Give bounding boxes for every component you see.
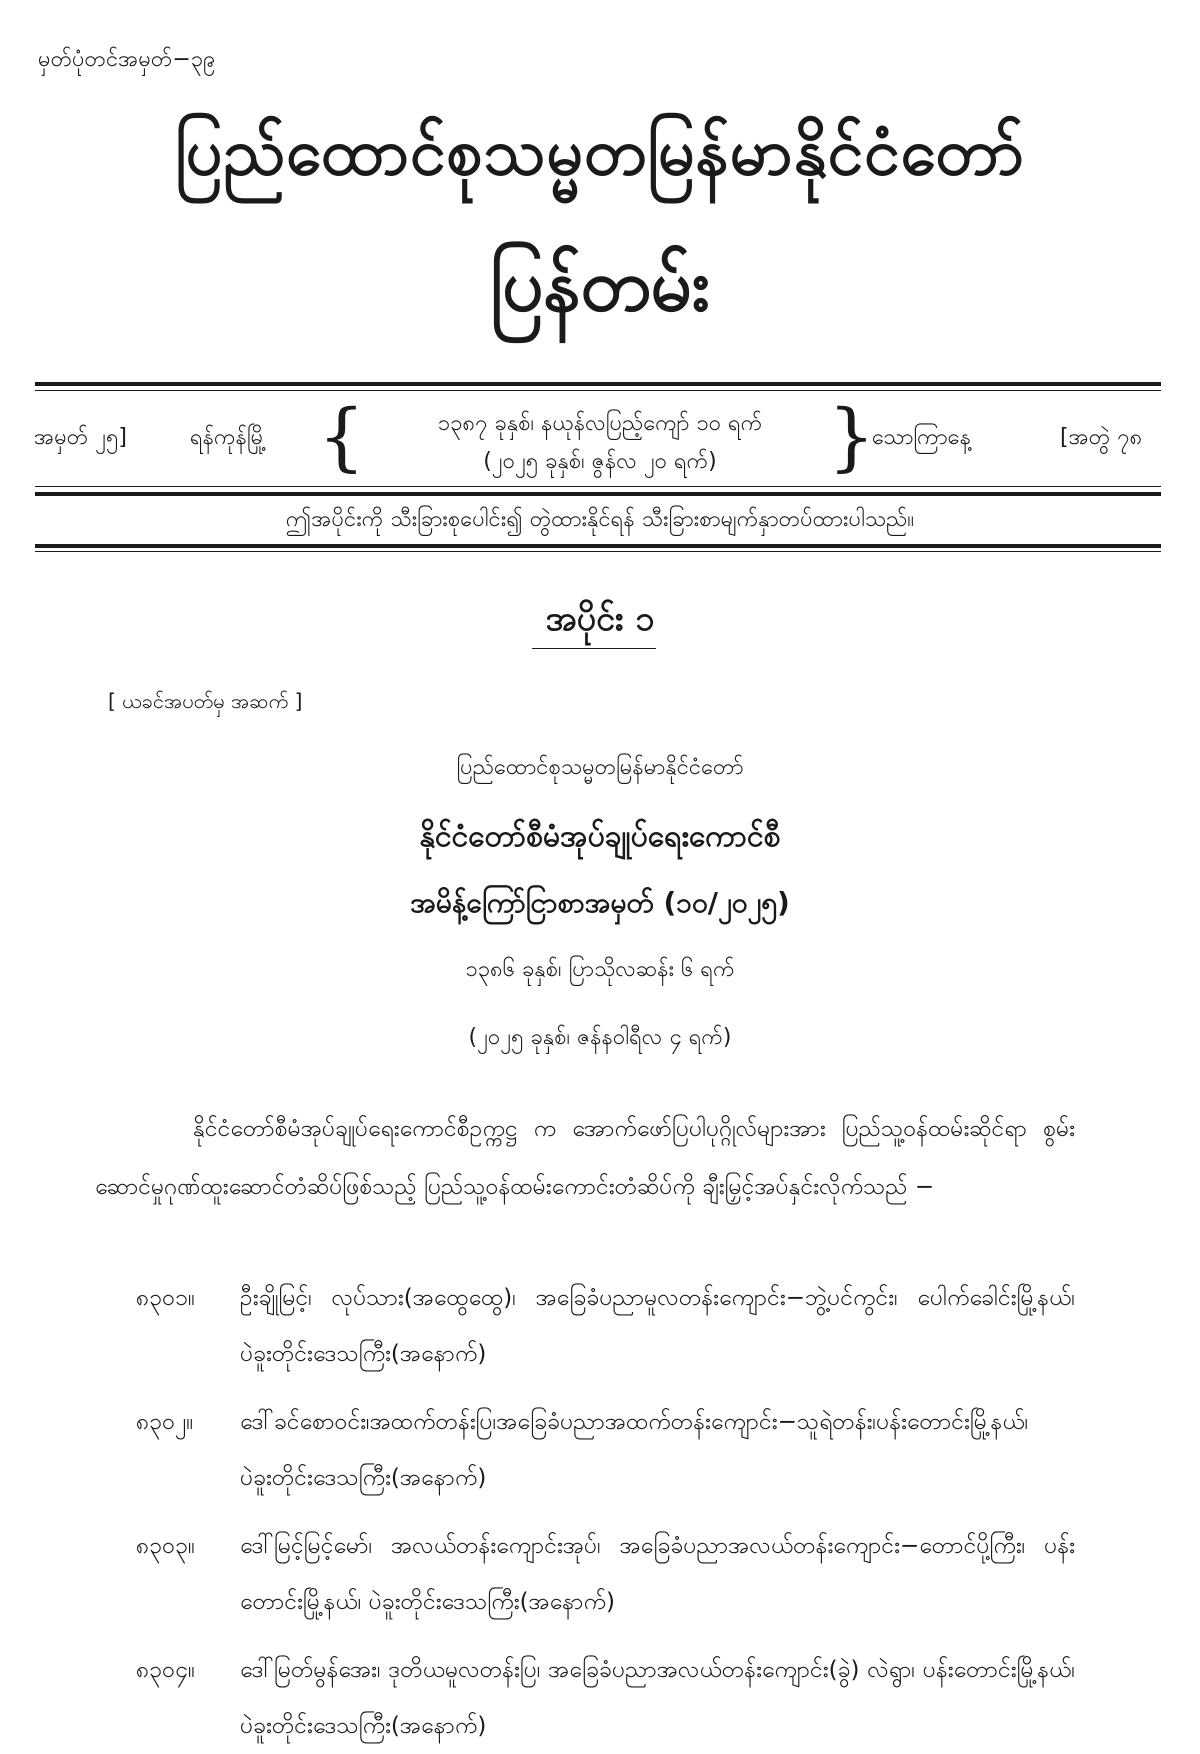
list-item-text: ဦးချိုမြင့်၊ လုပ်သား(အထွေထွေ)၊ အခြေခံပညာမူလတန်းကျောင်း−ဘွဲ့ပင်ကွင်း၊ ပေါက်ခေါင်းမြို့နယ်၊ ပဲခူးတိုင်းဒေသကြီး(အနောက်) <box>240 1285 1075 1367</box>
list-item-number: ၈၃၀၄။ <box>136 1657 195 1683</box>
separate-pages-notice: ဤအပိုင်းကို သီးခြားစုပေါင်း၍ တွဲထားနိုင်ရန် သီးခြားစာမျက်နှာတပ်ထားပါသည်။ <box>285 507 915 532</box>
list-item-text: ဒေါ်ခင်စောဝင်း၊အထက်တန်းပြ၊အခြေခံပညာအထက်တန်းကျောင်း−သူရဲတန်း၊ပန်းတောင်းမြို့နယ်၊ ပဲခူးတိုင်းဒေသကြီး(အနောက်) <box>240 1409 1029 1491</box>
body-paragraph: နိုင်ငံတော်စီမံအုပ်ချုပ်ရေးကောင်စီဥက္ကဋ္ဌ က အောက်ဖော်ပြပါပုဂ္ဂိုလ်များအား ပြည်သူ့ဝန်ထမ်းဆိုင်ရာ စွမ်းဆောင်မှုဂုဏ်ထူးဆောင်တံဆိပ်ဖြစ်သည့် ပြည်သူ့ဝန်ထမ်းကောင်းတံဆိပ်ကို ချီးမြှင့်အပ်နှင်းလိုက်သည် − <box>95 1116 1075 1200</box>
header-rule-top-thin <box>35 390 1161 391</box>
publication-date-gregorian: (၂၀၂၅ ခုနှစ်၊ ဇွန်လ ၂၀ ရက်) <box>483 449 717 474</box>
header-rule-top-thick <box>35 382 1161 386</box>
right-brace: } <box>828 394 876 480</box>
volume-number: [အတွဲ ၇၈ <box>1060 425 1143 450</box>
list-item-number: ၈၃၀၂။ <box>136 1409 194 1435</box>
list-item-number: ၈၃၀၁။ <box>136 1285 195 1311</box>
list-item-number: ၈၃၀၃။ <box>136 1533 195 1559</box>
header-rule-bottom-thick <box>35 544 1161 548</box>
left-brace: { <box>318 394 366 480</box>
order-date-myanmar: ၁၃၈၆ ခုနှစ်၊ ပြာသိုလဆန်း ၆ ရက် <box>465 957 735 982</box>
list-item-text: ဒေါ်မြင့်မြင့်မော်၊ အလယ်တန်းကျောင်းအုပ်၊ အခြေခံပညာအလယ်တန်းကျောင်း−တောင်ပို့ကြီး၊ ပန်းတောင်းမြို့နယ်၊ ပဲခူးတိုင်းဒေသကြီး(အနောက်) <box>240 1533 1075 1615</box>
part-heading: အပိုင်း ၁ <box>545 599 655 639</box>
gazette-title: ပြန်တမ်း <box>490 243 710 327</box>
part-heading-underline <box>532 648 656 649</box>
order-date-gregorian: (၂၀၂၅ ခုနှစ်၊ ဇန်နဝါရီလ ၄ ရက်) <box>468 1025 732 1050</box>
publication-date-myanmar: ၁၃၈၇ ခုနှစ်၊ နယုန်လပြည့်ကျော် ၁၀ ရက် <box>437 411 763 436</box>
registration-number: မှတ်ပုံတင်အမှတ်−၃၉ <box>38 47 216 72</box>
header-rule-mid-thick <box>35 492 1161 496</box>
issue-number: အမှတ် ၂၅] <box>34 425 127 450</box>
gazette-title-country: ပြည်ထောင်စုသမ္မတမြန်မာနိုင်ငံတော် <box>174 116 1026 190</box>
list-item-text: ဒေါ်မြတ်မွန်အေး၊ ဒုတိယမူလတန်းပြ၊ အခြေခံပညာအလယ်တန်းကျောင်း(ခွဲ) လဲရွာ၊ ပန်းတောင်းမြို့နယ်၊ ပဲခူးတိုင်းဒေသကြီး(အနောက်) <box>240 1657 1075 1739</box>
issuer-government: ပြည်ထောင်စုသမ္မတမြန်မာနိုင်ငံတော် <box>456 755 744 780</box>
continued-note: [ ယခင်အပတ်မှ အဆက် ] <box>108 689 303 713</box>
order-number: အမိန့်ကြော်ငြာစာအမှတ် (၁၀/၂၀၂၅) <box>410 886 790 919</box>
header-rule-bottom-thin <box>35 551 1161 552</box>
publication-city: ရန်ကုန်မြို့ <box>190 425 267 450</box>
issuer-council: နိုင်ငံတော်စီမံအုပ်ချုပ်ရေးကောင်စီ <box>419 819 781 854</box>
header-rule-mid-thin <box>35 486 1161 487</box>
publication-weekday: သောကြာနေ့ <box>872 425 971 450</box>
